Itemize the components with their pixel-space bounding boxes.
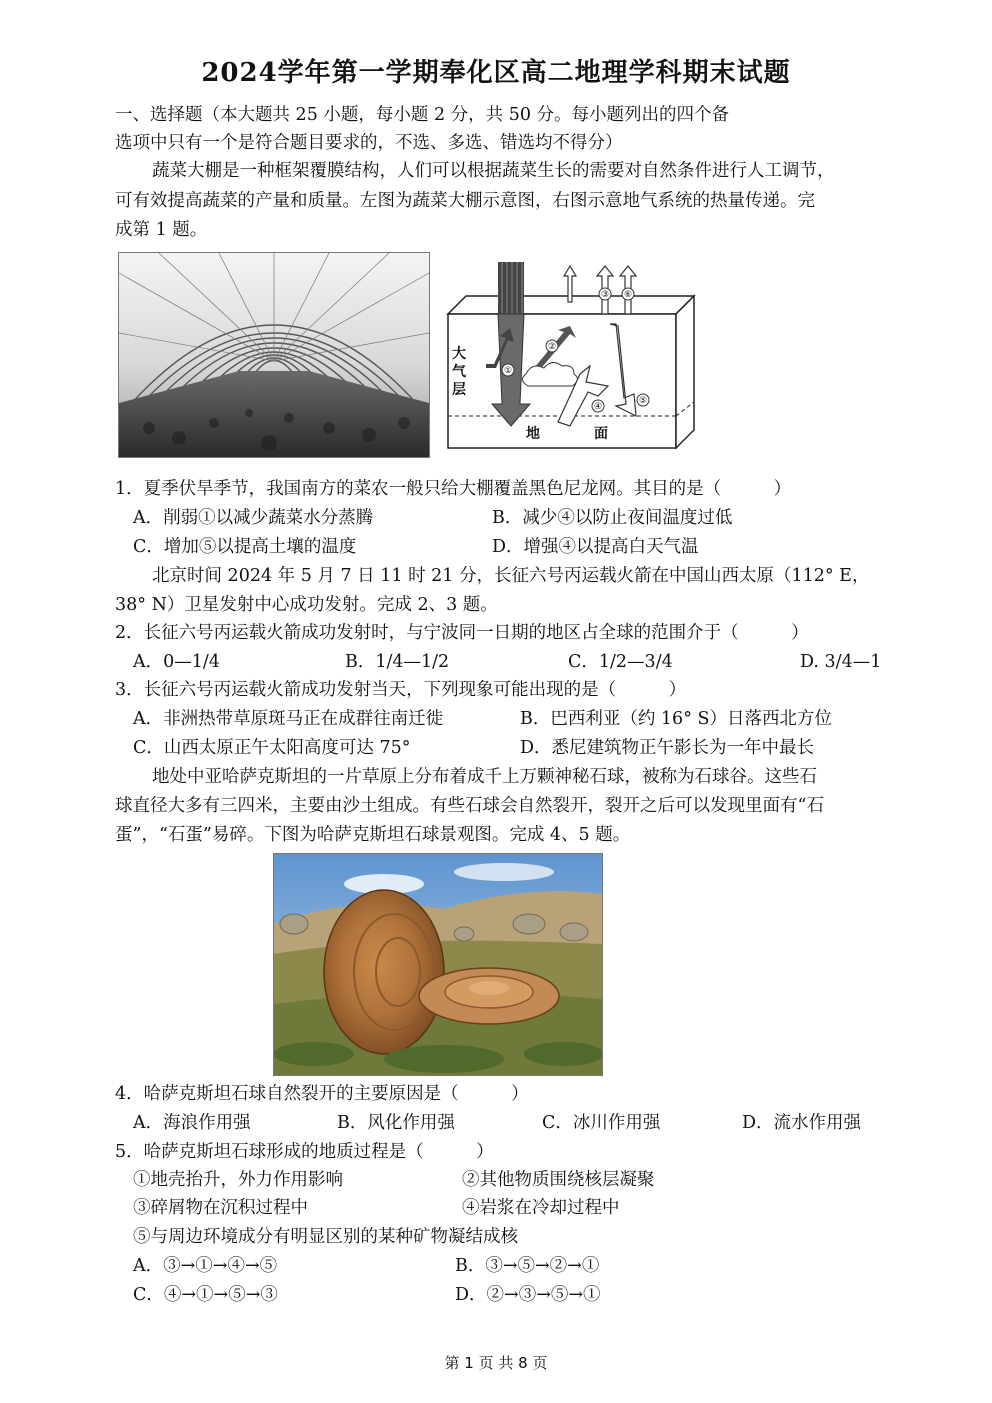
atmosphere-label-1: 大	[452, 346, 466, 362]
passage3-line3: 蛋”，“石蛋”易碎。下图为哈萨克斯坦石球景观图。完成 4、5 题。	[115, 825, 631, 845]
q2-option-a: A．0—1/4	[133, 652, 220, 672]
q5-option-c: C．④→①→⑤→③	[133, 1285, 278, 1305]
q5-item-5: ⑤与周边环境成分有明显区别的某种矿物凝结成核	[133, 1227, 518, 1247]
passage3-line2: 球直径大多有三四米，主要由沙土组成。有些石球会自然裂开，裂开之后可以发现里面有“石	[115, 796, 824, 816]
q3-option-d: D．悉尼建筑物正午影长为一年中最长	[520, 738, 815, 758]
q4-option-c: C．冰川作用强	[542, 1113, 661, 1133]
q5-option-a: A．③→①→④→⑤	[133, 1256, 278, 1276]
q3-option-c: C．山西太原正午太阳高度可达 75°	[133, 738, 411, 758]
passage2-line1: 北京时间 2024 年 5 月 7 日 11 时 21 分，长征六号丙运载火箭在中国山西太原（112° E，	[152, 566, 870, 586]
passage3-line1: 地处中亚哈萨克斯坦的一片草原上分布着成千上万颗神秘石球，被称为石球谷。这些石	[152, 767, 817, 787]
q5-item-3: ③碎屑物在沉积过程中	[133, 1198, 308, 1218]
q1-stem: 1．夏季伏旱季节，我国南方的菜农一般只给大棚覆盖黑色尼龙网。其目的是（ ）	[115, 479, 792, 499]
q3-stem: 3．长征六号丙运载火箭成功发射当天，下列现象可能出现的是（ ）	[115, 680, 687, 700]
q2-option-d: D. 3/4—1	[800, 652, 882, 672]
q5-option-b: B．③→⑤→②→①	[455, 1256, 600, 1276]
marker-4: ④	[593, 402, 603, 412]
section-heading-line1: 一、选择题（本大题共 25 小题，每小题 2 分，共 50 分。每小题列出的四个备	[115, 105, 730, 125]
q1-option-a: A．削弱①以减少蔬菜水分蒸腾	[133, 508, 374, 528]
page-title: 2024学年第一学期奉化区高二地理学科期末试题	[201, 58, 791, 88]
atmosphere-label-3: 层	[452, 382, 466, 398]
q2-option-c: C．1/2—3/4	[568, 652, 673, 672]
marker-1: ①	[503, 366, 513, 376]
q4-option-a: A．海浪作用强	[133, 1113, 251, 1133]
passage1-line2: 可有效提高蔬菜的产量和质量。左图为蔬菜大棚示意图，右图示意地气系统的热量传递。完	[115, 191, 815, 211]
q5-stem: 5．哈萨克斯坦石球形成的地质过程是（ ）	[115, 1142, 494, 1162]
marker-2: ②	[547, 342, 557, 352]
q5-option-d: D．②→③→⑤→①	[455, 1285, 601, 1305]
q3-option-a: A．非洲热带草原斑马正在成群往南迁徙	[133, 709, 444, 729]
ground-label-2: 面	[594, 426, 608, 442]
q1-option-d: D．增强④以提高白天气温	[492, 537, 699, 557]
q2-option-b: B．1/4—1/2	[345, 652, 450, 672]
greenhouse-photo	[118, 252, 430, 458]
stone-ball-photo	[273, 853, 603, 1076]
q5-item-4: ④岩浆在冷却过程中	[462, 1198, 620, 1218]
page-footer: 第 1 页 共 8 页	[444, 1354, 548, 1372]
q1-option-c: C．增加⑤以提高土壤的温度	[133, 537, 357, 557]
q1-option-b: B．减少④以防止夜间温度过低	[492, 508, 733, 528]
q4-option-d: D．流水作用强	[742, 1113, 862, 1133]
ground-label-1: 地	[526, 426, 540, 442]
q4-option-b: B．风化作用强	[337, 1113, 455, 1133]
passage2-line2: 38° N）卫星发射中心成功发射。完成 2、3 题。	[115, 595, 498, 615]
marker-3: ③	[600, 290, 610, 300]
q5-item-2: ②其他物质围绕核层凝聚	[462, 1170, 655, 1190]
heat-transfer-diagram	[440, 254, 700, 458]
section-heading-line2: 选项中只有一个是符合题目要求的，不选、多选、错选均不得分）	[115, 133, 623, 153]
q2-stem: 2．长征六号丙运载火箭成功发射时，与宁波同一日期的地区占全球的范围介于（ ）	[115, 623, 809, 643]
passage1-line1: 蔬菜大棚是一种框架覆膜结构，人们可以根据蔬菜生长的需要对自然条件进行人工调节，	[152, 161, 835, 181]
q4-stem: 4．哈萨克斯坦石球自然裂开的主要原因是（ ）	[115, 1084, 529, 1104]
passage1-line3: 成第 1 题。	[115, 220, 208, 240]
marker-5: ⑤	[638, 396, 648, 406]
q3-option-b: B．巴西利亚（约 16° S）日落西北方位	[520, 709, 832, 729]
marker-6: ⑥	[623, 290, 633, 300]
q5-item-1: ①地壳抬升，外力作用影响	[133, 1170, 343, 1190]
atmosphere-label-2: 气	[452, 364, 466, 380]
